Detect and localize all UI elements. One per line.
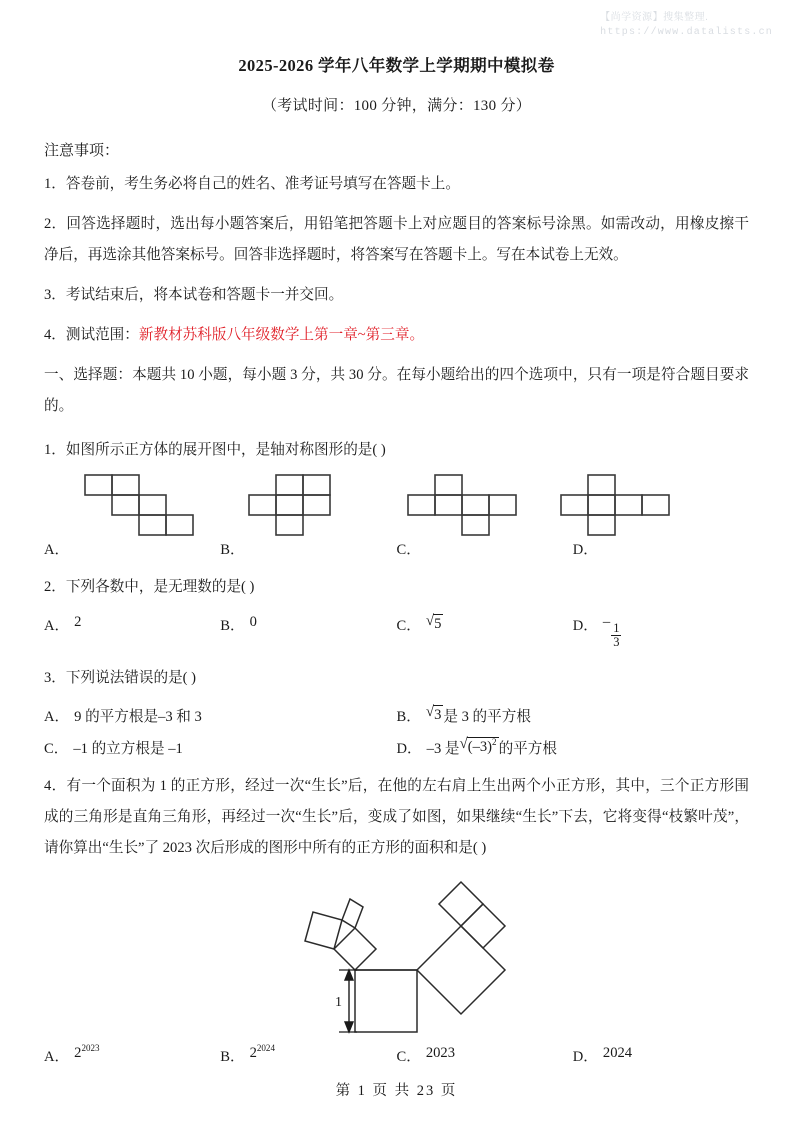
question-1-stem	[44, 422, 749, 466]
cube-net-option-b	[248, 474, 363, 536]
question-1-figures	[44, 474, 749, 536]
question-1-option-b-label[interactable]: B．	[220, 542, 245, 558]
question-3-options-row-2	[44, 726, 749, 758]
question-4-option-c-value: 2023	[425, 1044, 456, 1061]
question-2-option-c[interactable]: C． √ 5	[396, 613, 442, 634]
pythagorean-tree-diagram	[287, 874, 507, 1034]
question-4-option-a-value: $2^{2023}$	[74, 1042, 100, 1061]
question-1-answer-blank: ( )	[372, 442, 386, 458]
question-2-options	[44, 603, 749, 650]
page-footer: 第 1 页 共 23 页	[335, 1083, 458, 1099]
question-3-option-d[interactable]: D． –3 是 √ $(-3)^2$ 的平方根	[396, 735, 557, 757]
notice-item-4-range: 新教材苏科版八年级数学上第一章~第三章。	[138, 327, 425, 343]
notice-item-2: 2．回答选择题时，选出每小题答案后，用铅笔把答题卡上对应题目的答案标号涂黑。如需改动，用橡皮擦干净后，再选涂其他答案标号。回答非选择题时，将答案写在答题卡上。写在本试卷上无效。	[44, 216, 749, 263]
question-3-options-row-1	[44, 694, 749, 726]
question-2-answer-blank: ( )	[241, 579, 255, 595]
question-3-option-d-radical: √ $(-3)^2$	[459, 735, 497, 755]
cube-net-option-d	[560, 474, 680, 536]
figure-side-label: 1	[334, 994, 342, 1010]
question-2-option-d[interactable]: D． – $\frac{1}{3}$	[573, 614, 749, 650]
question-4-options	[44, 1034, 749, 1066]
cube-net-option-c	[407, 474, 527, 536]
exam-subtitle: （考试时间：100 分钟，满分：130 分）	[261, 98, 532, 114]
watermark-source-line: 【尚学资源】搜集整理.	[600, 12, 709, 23]
question-4-option-c[interactable]: C． 2023	[396, 1044, 456, 1065]
notice-item-1: 1．答卷前，考生务必将自己的姓名、准考证号填写在答题卡上。	[44, 176, 460, 192]
question-3-number: 3．	[44, 669, 66, 686]
question-3-option-c-value: –1 的立方根是 –1	[73, 740, 183, 757]
notice-heading: 注意事项：	[44, 143, 120, 159]
question-1-text: 如图所示正方体的展开图中，是轴对称图形的是	[65, 442, 373, 458]
question-3-answer-blank: ( )	[182, 669, 197, 686]
question-4-option-d-value: 2024	[602, 1044, 633, 1061]
question-4-option-a[interactable]: A． $2^{2023}$	[44, 1042, 100, 1065]
section-heading: 一、选择题：本题共 10 小题，每小题 3 分，共 30 分。在每小题给出的四个选项中，只有一项是符合题目要求的。	[44, 367, 749, 414]
notice-item-3: 3．考试结束后，将本试卷和答题卡一并交回。	[44, 287, 344, 303]
question-2-option-b[interactable]: B． 0	[220, 614, 257, 634]
question-1-option-c-label[interactable]: C．	[396, 542, 421, 558]
question-3-option-b-radical: √ 3	[425, 703, 442, 723]
question-3-stem	[44, 650, 749, 694]
question-4-option-d[interactable]: D． 2024	[572, 1044, 633, 1065]
question-3-option-b[interactable]: B． √ 3 是 3 的平方根	[396, 703, 531, 725]
question-4-option-b[interactable]: B． $2^{2024}$	[220, 1042, 275, 1065]
question-3-option-c[interactable]: C． –1 的立方根是 –1	[44, 737, 397, 758]
question-2-option-a-value: 2	[74, 614, 82, 630]
question-2-option-b-value: 0	[249, 614, 257, 630]
question-2-option-c-value: √ 5	[425, 613, 442, 632]
question-4-number: 4．	[44, 777, 67, 794]
page-title: 2025-2026 学年八年数学上学期期中模拟卷	[238, 56, 555, 75]
question-2-option-a[interactable]: A． 2	[44, 614, 82, 634]
question-4-answer-blank: ( )	[472, 839, 487, 856]
question-2-option-d-value: – $\frac{1}{3}$	[602, 614, 620, 650]
question-4-stem	[44, 758, 749, 864]
question-2-number: 2．	[44, 579, 66, 595]
question-1-option-labels	[44, 536, 749, 559]
question-1-option-d-label[interactable]: D．	[572, 542, 598, 558]
question-2-text: 下列各数中，是无理数的是	[65, 579, 242, 595]
question-3-option-a[interactable]: A． 9 的平方根是 –3 和 3	[44, 705, 397, 726]
question-4-figure	[44, 864, 749, 1034]
question-1-number: 1．	[44, 442, 66, 458]
question-4-text: 有一个面积为 1 的正方形，经过一次“生长”后，在他的左右肩上生出两个小正方形，其中，三个正方形围成的三角形是直角三角形，再经过一次“生长”后，变成了如图，如果继续“生长”下去，它将变得“枝繁叶茂”，请你算出“生长”了 2023 次后形成的图形中所有的正方形的面积和是	[44, 777, 749, 856]
question-2-stem	[44, 559, 749, 603]
notice-item-4-prefix: 4．测试范围：	[44, 327, 139, 343]
cube-net-option-a	[84, 474, 206, 536]
notice-item-4	[44, 311, 749, 351]
question-3-option-a-value: 9 的平方根是	[74, 708, 159, 725]
question-4-option-b-value: $2^{2024}$	[249, 1042, 275, 1061]
watermark-url-line: https://www.datalists.cn	[600, 26, 773, 38]
question-3-text: 下列说法错误的是	[65, 669, 183, 686]
question-1-option-a-label[interactable]: A．	[44, 542, 70, 558]
